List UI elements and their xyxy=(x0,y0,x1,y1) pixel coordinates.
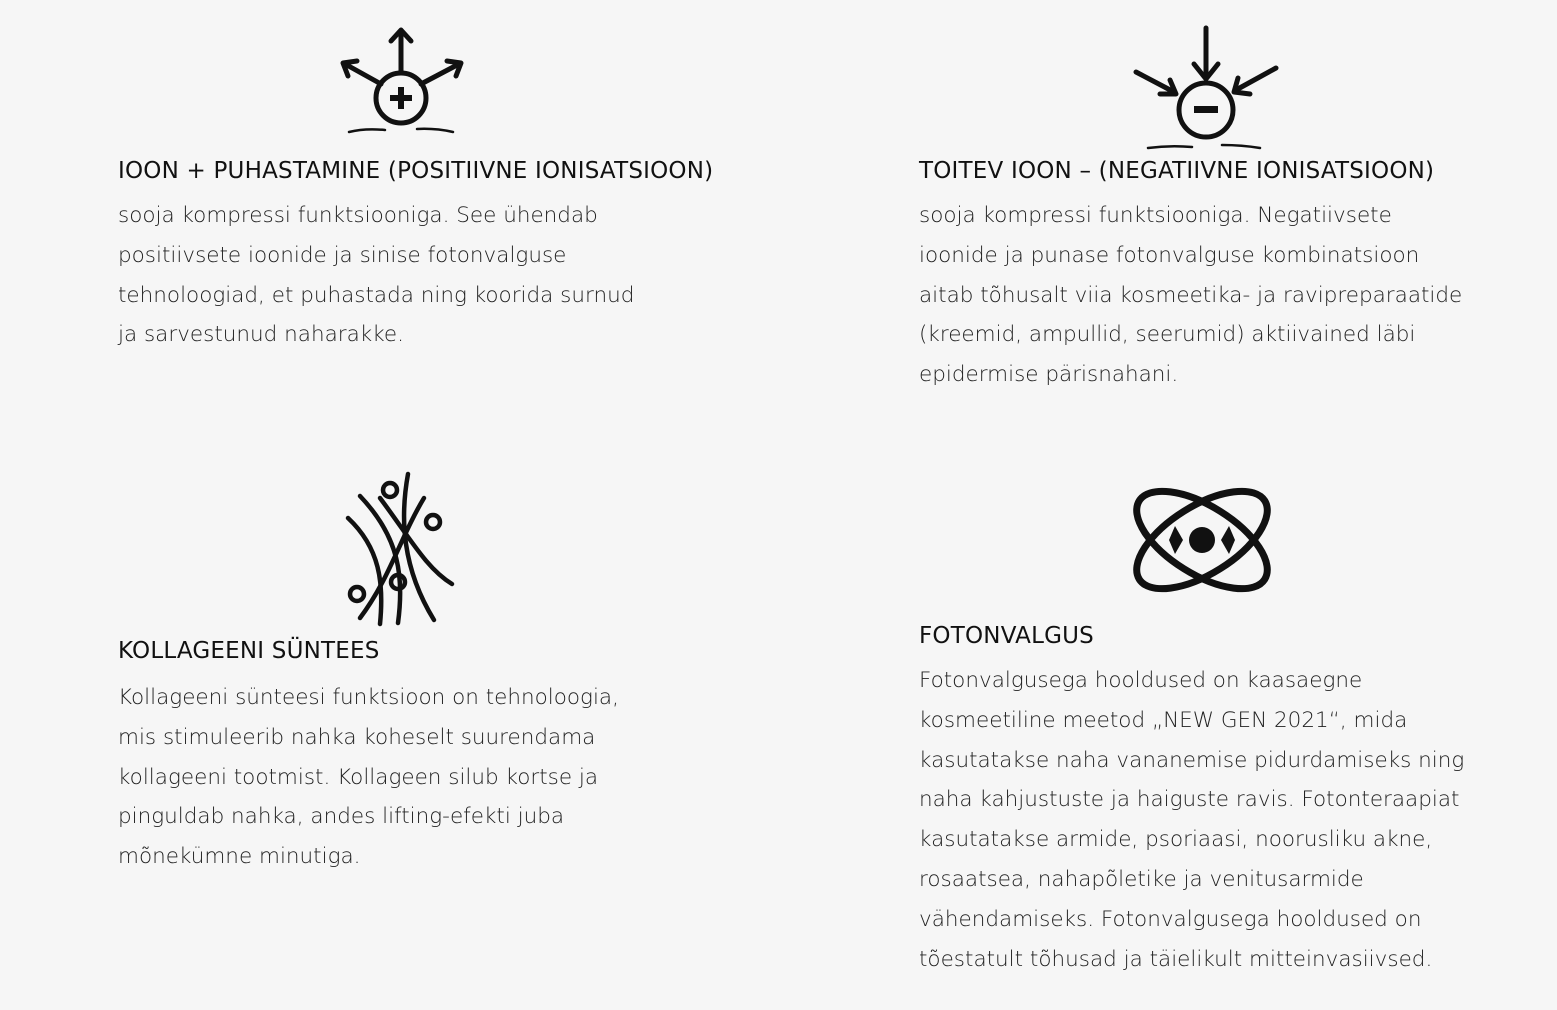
atom-icon xyxy=(1125,464,1279,616)
description-line: Fotonvalgusega hooldused on kaasaegne xyxy=(919,668,1363,693)
description-line: vähendamiseks. Fotonvalgusega hooldused on xyxy=(919,906,1422,932)
description-line: tehnoloogiad, et puhastada ning koorida surnud xyxy=(118,282,635,308)
description-line: aitab tõhusalt viia kosmeetika- ja ravipreparaatide xyxy=(919,282,1463,308)
description-line: mõnekümne minutiga. xyxy=(118,844,361,870)
description-line: pinguldab nahka, andes lifting-efekti juba xyxy=(118,804,565,830)
description-line: sooja kompressi funktsiooniga. See ühendab xyxy=(118,203,598,228)
description-line: mis stimuleerib nahka koheselt suurendama xyxy=(118,724,596,750)
description-line: positiivsete ioonide ja sinise fotonvalguse xyxy=(118,242,567,268)
description-line: naha kahjustuste ja haiguste ravis. Fotonteraapiat xyxy=(919,787,1460,813)
feature-title: FOTONVALGUS xyxy=(919,623,1094,649)
description-line: kasutatakse naha vananemise pidurdamiseks ning xyxy=(919,747,1465,773)
feature-title: IOON + PUHASTAMINE (POSITIIVNE IONISATSIOON) xyxy=(118,158,714,184)
description-line: kasutatakse armide, psoriaasi, noorusliku akne, xyxy=(919,827,1433,853)
description-line: kollageeni tootmist. Kollageen silub kortse ja xyxy=(118,764,599,790)
description-line: ja sarvestunud naharakke. xyxy=(118,322,404,348)
description-line: Kollageeni sünteesi funktsioon on tehnoloogia, xyxy=(118,685,619,710)
description-line: tõestatult tõhusad ja täielikult mitteinvasiivsed. xyxy=(919,946,1433,972)
description-line: sooja kompressi funktsiooniga. Negatiivsete xyxy=(919,203,1392,228)
description-line: kosmeetiline meetod „NEW GEN 2021“, mida xyxy=(919,707,1408,733)
description-line: rosaatsea, nahapõletike ja venitusarmide xyxy=(919,866,1364,892)
feature-title: KOLLAGEENI SÜNTEES xyxy=(118,638,380,664)
description-line: ioonide ja punase fotonvalguse kombinatsioon xyxy=(919,242,1420,268)
description-line: (kreemid, ampullid, seerumid) aktiivained läbi xyxy=(919,322,1416,348)
description-line: epidermise pärisnahani. xyxy=(919,362,1179,388)
feature-title: TOITEV IOON – (NEGATIIVNE IONISATSIOON) xyxy=(919,158,1435,184)
feature-description xyxy=(919,661,1464,979)
